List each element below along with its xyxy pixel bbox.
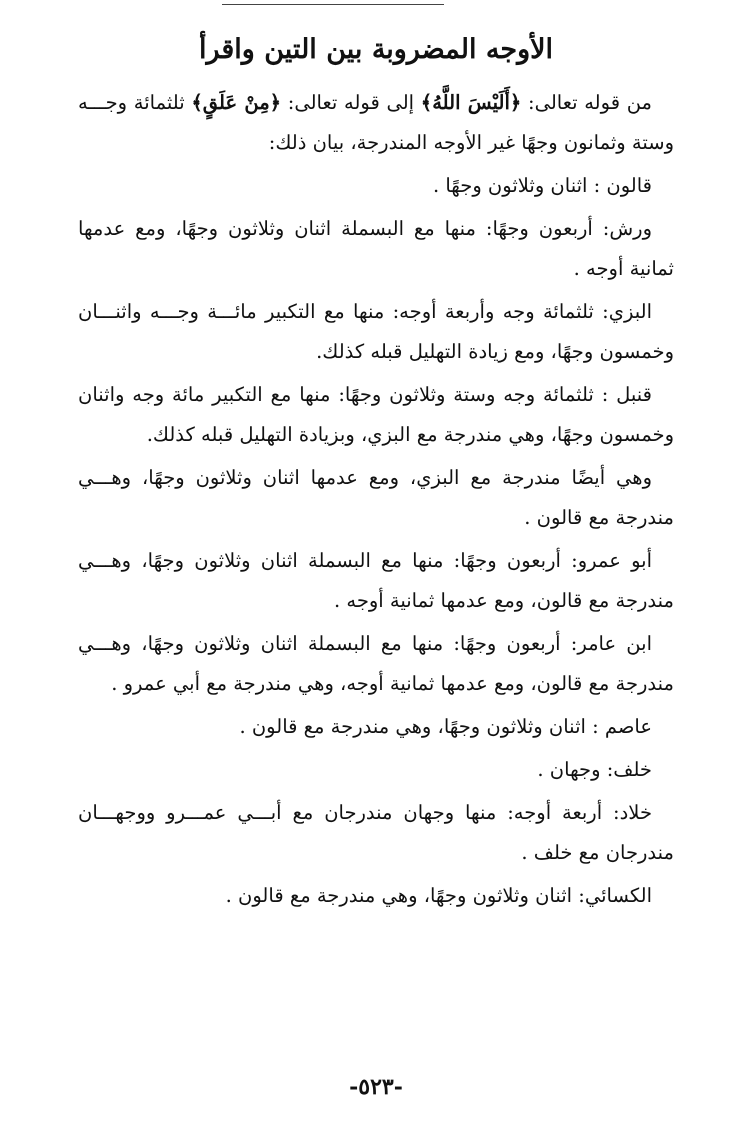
intro-text-3: ثلثمائة وجـــه وستة وثمانون وجهًا غير الأوجه المندرجة، بيان ذلك: bbox=[78, 91, 674, 154]
paragraph-ibn-amir: ابن عامر: أربعون وجهًا: منها مع البسملة اثنان وثلاثون وجهًا، وهـــي مندرجة مع قالون، ومع عدمها ثمانية أوجه، وهي مندرجة مع أبي عمرو . bbox=[78, 632, 674, 695]
paragraph-abu-amr: أبو عمرو: أربعون وجهًا: منها مع البسملة اثنان وثلاثون وجهًا، وهـــي مندرجة مع قالون، ومع عدمها ثمانية أوجه . bbox=[78, 549, 674, 612]
paragraph-khallad: خلاد: أربعة أوجه: منها وجهان مندرجان مع أبـــي عمـــرو ووجهـــان مندرجان مع خلف . bbox=[78, 801, 674, 864]
paragraph-khalaf: خلف: وجهان . bbox=[537, 758, 652, 781]
paragraph-qunbul: قنبل : ثلثمائة وجه وستة وثلاثون وجهًا: منها مع التكبير مائة وجه واثنان وخمسون وجهًا، وهي مندرجة مع البزي، وبزيادة التهليل قبله كذلك. bbox=[78, 383, 674, 446]
document-body bbox=[78, 83, 674, 919]
quran-verse-1: ﴿أَلَيْسَ اللَّهُ﴾ bbox=[420, 91, 522, 114]
quran-verse-2: ﴿مِنْ عَلَقٍ﴾ bbox=[191, 91, 282, 114]
top-rule bbox=[222, 4, 444, 5]
paragraph-warsh: ورش: أربعون وجهًا: منها مع البسملة اثنان وثلاثون وجهًا، ومع عدمها ثمانية أوجه . bbox=[78, 217, 674, 280]
intro-paragraph bbox=[78, 83, 674, 163]
paragraph-bazzi: البزي: ثلثمائة وجه وأربعة أوجه: منها مع التكبير مائـــة وجـــه واثنـــان وخمسون وجهًا، ومع زيادة التهليل قبله كذلك. bbox=[78, 300, 674, 363]
intro-text-1: من قوله تعالى: bbox=[521, 91, 652, 114]
paragraph-kisai: الكسائي: اثنان وثلاثون وجهًا، وهي مندرجة مع قالون . bbox=[225, 884, 652, 907]
paragraph-asim: عاصم : اثنان وثلاثون وجهًا، وهي مندرجة مع قالون . bbox=[239, 715, 652, 738]
page-number: -٥٢٣- bbox=[349, 1074, 403, 1100]
paragraph-qalun: قالون : اثنان وثلاثون وجهًا . bbox=[432, 174, 652, 197]
page-title: الأوجه المضروبة بين التين واقرأ bbox=[198, 34, 554, 65]
paragraph-qunbul-continued: وهي أيضًا مندرجة مع البزي، ومع عدمها اثنان وثلاثون وجهًا، وهـــي مندرجة مع قالون . bbox=[78, 466, 674, 529]
intro-text-2: إلى قوله تعالى: bbox=[281, 91, 421, 114]
